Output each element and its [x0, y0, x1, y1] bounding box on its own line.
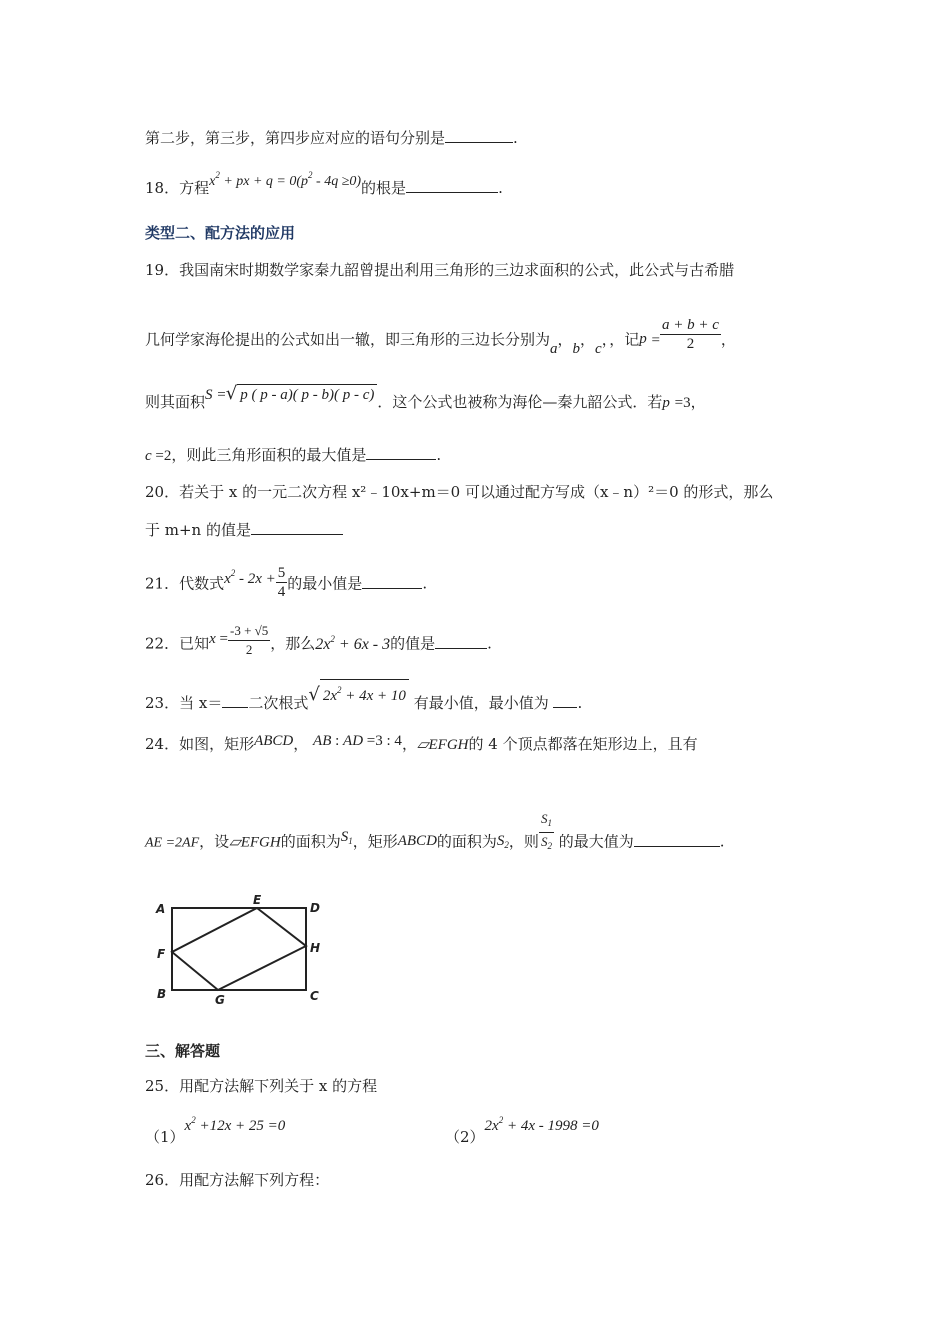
heron-sqrt: p ( p - a)( p - b)( p - c) [237, 384, 377, 405]
q24-text-b: 的 4 个顶点都落在矩形边上，且有 [468, 735, 698, 753]
label-e: E [253, 893, 262, 907]
answer-blank[interactable] [634, 832, 720, 847]
q23: 23．当 x＝ 二次根式√ $2x^2 + 4x + 10$ 有最小值，最小值为 . [145, 687, 582, 714]
q19-text-b: ．这个公式也被称为海伦—秦九韶公式．若 [377, 393, 663, 411]
parallelogram-efgh [172, 908, 306, 990]
q24-text-h: 的最大值为 [558, 832, 634, 851]
q22-tail: 的值是 [390, 634, 436, 653]
q21-fraction: $\frac{5}{4}$ [277, 565, 286, 600]
q18-equation: $x^2$ + px + $q = 0(p^2 - 4q \ge 0)$ [209, 170, 362, 189]
label-c: C [310, 989, 319, 1003]
q24-text-c: ，设 [199, 832, 230, 851]
q26: 26．用配方法解下列方程： [145, 1171, 330, 1189]
q19-line3: 则其面积S =√ p ( p - a)( p - b)( p - c) ．这个公式也被称为海伦—秦九韶公式．若p =3， [145, 383, 706, 411]
q19-text-c: ，则此三角形面积的最大值是 [171, 446, 367, 464]
q24-text-g: ，则 [508, 832, 539, 851]
answer-blank[interactable] [366, 445, 436, 460]
type2-header: 类型二、配方法的应用 [145, 224, 296, 242]
q23-mid: 二次根式 [248, 694, 309, 712]
q18-label: 18．方程 [145, 179, 210, 197]
q17-tail: 第二步，第三步，第四步应对应的语句分别是 . [145, 129, 518, 147]
q19-text: 几何学家海伦提出的公式如出一辙，即三角形的三边长分别为 [145, 330, 551, 349]
q25-part2: $(2)2x^2 + 4x - 1998 =0$ [445, 1115, 599, 1146]
answer-blank[interactable] [222, 693, 248, 708]
q19-area-label: 则其面积 [145, 393, 206, 411]
q21-tail: 的最小值是 [287, 574, 363, 593]
q20-line2 [145, 520, 343, 540]
answer-blank[interactable] [435, 634, 487, 649]
q18-tail: 的根是 [361, 179, 407, 197]
q25-p2-label: （2） [445, 1128, 485, 1146]
q25-p1-label: （1） [145, 1128, 185, 1146]
answer-blank[interactable] [553, 693, 577, 708]
label-g: G [215, 993, 225, 1007]
rectangle-abcd [172, 908, 306, 990]
q20-text: 于 m+n 的值是 [145, 521, 251, 539]
q22-mid: ，那么 [270, 634, 316, 653]
q24-line1: 24．如图，矩形ABCD， AB : AD =3 : 4，▱EFGH的 4 个顶点都落在矩形边上，且有 [145, 733, 698, 753]
q18: 18．方程$x^2$ + px + $q = 0(p^2 - 4q \ge 0)$的根是 . [145, 170, 503, 197]
label-h: H [310, 941, 321, 955]
q25-part1: $(1)x^2 +12x + 25 =0$ [145, 1115, 286, 1146]
q22: 22．已知x = $\frac{-3 + √5}{2}$ ，那么$2x^2 + 6x - 3$的值是 . [145, 623, 492, 657]
q24-text-f: 的面积为 [436, 832, 497, 851]
p-fraction: $\frac{a + b + c}{2}$ [662, 317, 719, 352]
q23-tail: 有最小值，最小值为 [413, 694, 549, 712]
answer-blank[interactable] [251, 520, 343, 535]
answer-blank[interactable] [362, 574, 422, 589]
q24-line2: AE =2AF，设▱EFGH的面积为$S_1$，矩形ABCD的面积为$S_2$，则 $\frac{S_1}{S_2}$ 的最大值为 . [145, 820, 725, 865]
q22-label: 22．已知 [145, 634, 210, 653]
label-d: D [310, 901, 320, 915]
s-ratio-fraction: $\frac{S_1}{S_2}$ [540, 811, 552, 851]
q21: 21．代数式$x^2 - 2x$ + $\frac{5}{4}$ 的最小值是 . [145, 565, 428, 600]
q24-text-a: 24．如图，矩形 [145, 735, 255, 753]
q17-text: 第二步，第三步，第四步应对应的语句分别是 [145, 129, 446, 147]
answer-blank[interactable] [445, 128, 513, 143]
q23-label: 23．当 x＝ [145, 694, 223, 712]
label-f: F [157, 947, 166, 961]
q24-text-d: 的面积为 [280, 832, 341, 851]
label-b: B [157, 987, 167, 1001]
q19-line2: 几何学家海伦提出的公式如出一辙，即三角形的三边长分别为a，b，c，，记p = $\frac{a + b + c}{2}$ ， [145, 317, 736, 357]
q19-line1: 19．我国南宋时期数学家秦九韶曾提出利用三角形的三边求面积的公式，此公式与古希腊 [145, 261, 735, 279]
q19-line4: c =2，则此三角形面积的最大值是 . [145, 446, 442, 464]
answer-blank[interactable] [406, 178, 498, 193]
q25-title: 25．用配方法解下列关于 x 的方程 [145, 1077, 378, 1095]
q21-label: 21．代数式 [145, 574, 225, 593]
section3-header: 三、解答题 [145, 1042, 221, 1060]
label-a: A [156, 902, 166, 916]
q19-mid: ，记 [609, 330, 640, 349]
q22-fraction: $\frac{-3 + √5}{2}$ [229, 623, 269, 657]
rectangle-figure [150, 892, 330, 1007]
q20-line1: 20．若关于 x 的一元二次方程 x²﹣10x+m＝0 可以通过配方写成（x﹣n）²＝0 的形式，那么 [145, 483, 774, 501]
q24-text-e: ，矩形 [352, 832, 398, 851]
